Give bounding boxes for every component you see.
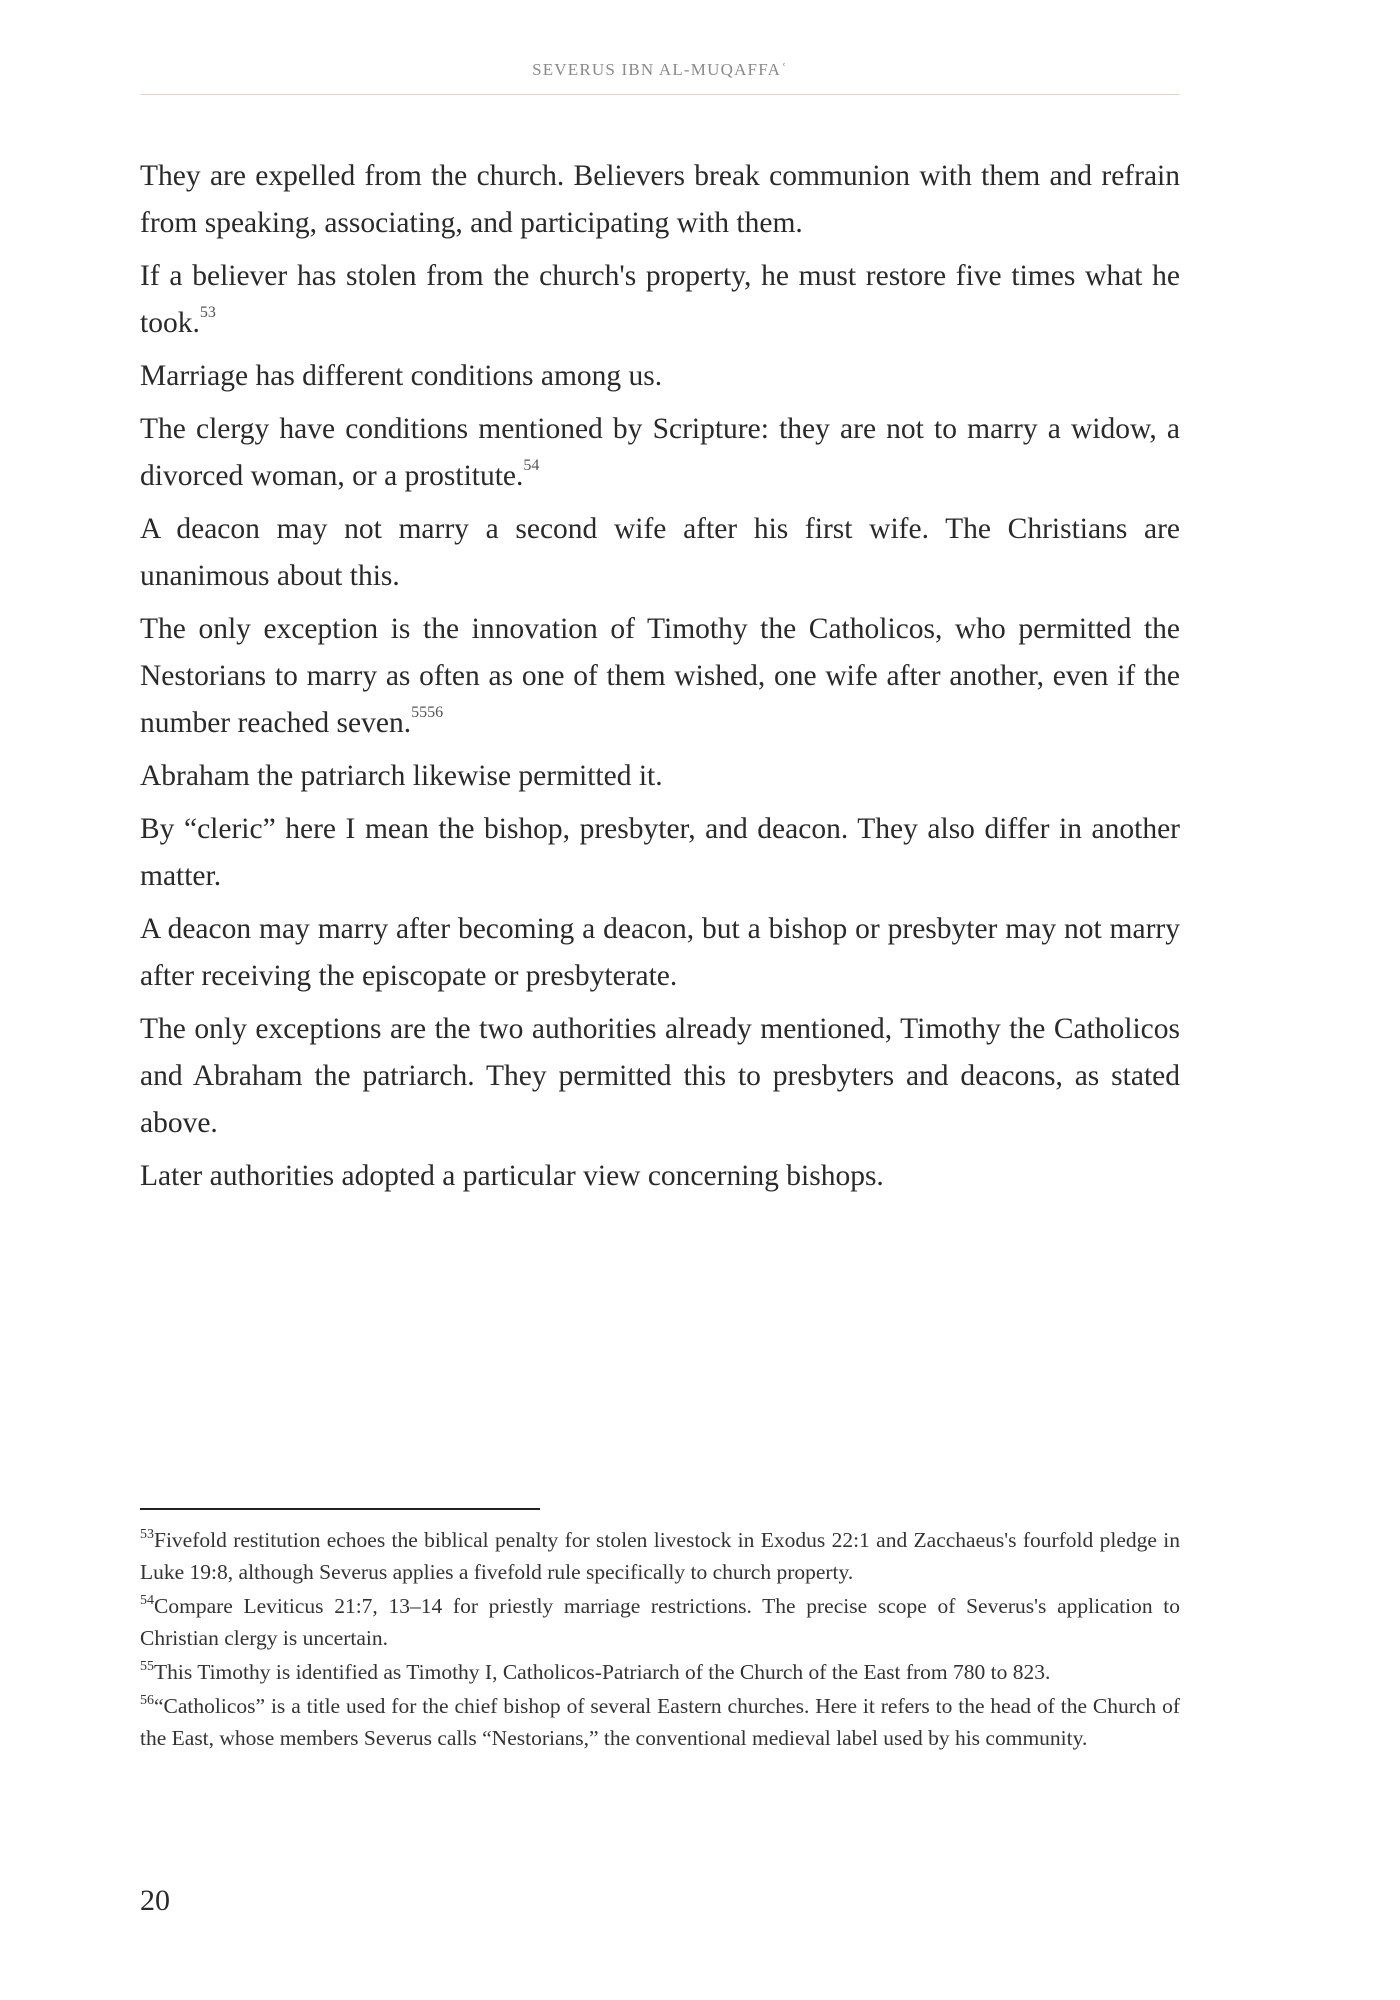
paragraph bbox=[140, 1006, 1180, 1147]
paragraph-text: Abraham the patriarch likewise permitted it. bbox=[140, 760, 663, 792]
footnote-number: 53 bbox=[140, 1527, 154, 1542]
footnote bbox=[140, 1590, 1180, 1654]
footnote-text: Compare Leviticus 21:7, 13–14 for priestly marriage restrictions. The precise scope of Severus's application to Christian clergy is uncertain. bbox=[140, 1594, 1180, 1650]
paragraph bbox=[140, 253, 1180, 347]
paragraph bbox=[140, 753, 1180, 800]
paragraph bbox=[140, 1153, 1180, 1200]
paragraph-text: If a believer has stolen from the church's property, he must restore five times what he took. bbox=[140, 260, 1180, 339]
paragraph-text: Marriage has different conditions among us. bbox=[140, 360, 663, 392]
footnote-number: 54 bbox=[140, 1593, 154, 1608]
paragraph-text: By “cleric” here I mean the bishop, presbyter, and deacon. They also differ in another matter. bbox=[140, 813, 1180, 892]
footnote-text: “Catholicos” is a title used for the chief bishop of several Eastern churches. Here it refers to the head of the Church of the East, whose members Severus calls “Nestorians,” the conventional medieval label used by his community. bbox=[140, 1694, 1180, 1750]
paragraph bbox=[140, 353, 1180, 400]
paragraph bbox=[140, 906, 1180, 1000]
paragraph-text: A deacon may not marry a second wife after his first wife. The Christians are unanimous about this. bbox=[140, 513, 1180, 592]
paragraph-text: A deacon may marry after becoming a deacon, but a bishop or presbyter may not marry after receiving the episcopate or presbyterate. bbox=[140, 913, 1180, 992]
paragraph-text: They are expelled from the church. Believers break communion with them and refrain from speaking, associating, and participating with them. bbox=[140, 160, 1180, 239]
paragraph-text: The only exception is the innovation of Timothy the Catholicos, who permitted the Nestorians to marry as often as one of them wished, one wife after another, even if the number reached seven. bbox=[140, 613, 1180, 739]
body-text bbox=[140, 153, 1180, 1206]
paragraph-text: The only exceptions are the two authorities already mentioned, Timothy the Catholicos and Abraham the patriarch. They permitted this to presbyters and deacons, as stated above. bbox=[140, 1013, 1180, 1139]
paragraph-text: Later authorities adopted a particular view concerning bishops. bbox=[140, 1160, 884, 1192]
footnote-number: 55 bbox=[140, 1659, 154, 1674]
footnote-ref[interactable]: 54 bbox=[523, 457, 540, 474]
paragraph-text: The clergy have conditions mentioned by Scripture: they are not to marry a widow, a divorced woman, or a prostitute. bbox=[140, 413, 1180, 492]
footnote bbox=[140, 1524, 1180, 1588]
page-number: 20 bbox=[140, 1884, 170, 1917]
footnote-number: 56 bbox=[140, 1693, 154, 1708]
footnote-ref[interactable]: 53 bbox=[199, 304, 216, 321]
footnotes bbox=[140, 1524, 1180, 1756]
paragraph bbox=[140, 153, 1180, 247]
footnote-rule bbox=[140, 1508, 540, 1510]
paragraph bbox=[140, 606, 1180, 747]
footnote bbox=[140, 1656, 1180, 1688]
footnote-text: Fivefold restitution echoes the biblical penalty for stolen livestock in Exodus 22:1 and Zacchaeus's fourfold pledge in Luke 19:8, although Severus applies a fivefold rule specifically to church property. bbox=[140, 1528, 1180, 1584]
footnote bbox=[140, 1690, 1180, 1754]
footnote-ref[interactable]: 5556 bbox=[411, 704, 444, 721]
paragraph bbox=[140, 406, 1180, 500]
paragraph bbox=[140, 506, 1180, 600]
footnote-text: This Timothy is identified as Timothy I, Catholicos-Patriarch of the Church of the East from 780 to 823. bbox=[154, 1660, 1051, 1684]
running-head: SEVERUS IBN AL-MUQAFFAʿ bbox=[532, 60, 788, 79]
header-rule bbox=[140, 94, 1180, 95]
paragraph bbox=[140, 806, 1180, 900]
